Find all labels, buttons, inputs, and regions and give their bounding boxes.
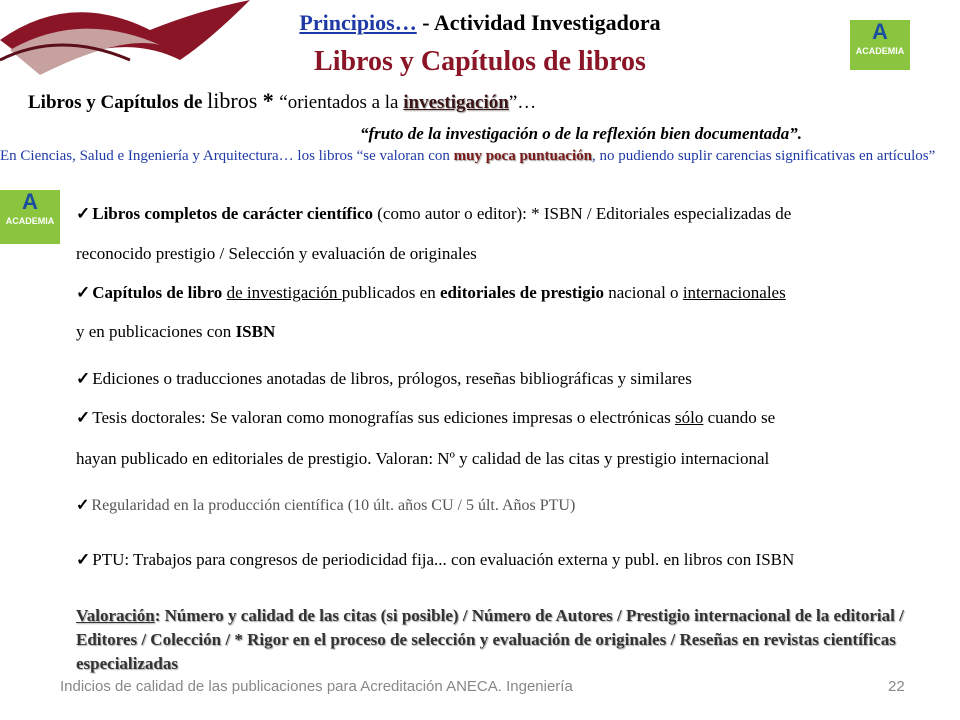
bullet-capitulos [76,283,952,303]
footer-text: Indicios de calidad de las publicaciones para Acreditación ANECA. Ingeniería [60,678,573,695]
bullet-libros-completos [76,204,952,224]
page-title: Libros y Capítulos de libros [314,46,646,77]
checkmark-icon: ✓ [76,369,91,388]
b1-bold: Libros completos de carácter científico [92,204,373,223]
valoracion-text: : Número y calidad de las citas (si posible) / Número de Autores / Prestigio internacional de la editorial / Editores / Colección / * Rigor en el proceso de selección y evaluación de originales / Reseñas en revistas científicas especializadas [76,606,904,673]
b2-mid2: nacional o [603,283,683,302]
academia-logo-side-text: ACADEMIA [5,216,55,226]
bullet-tesis-line2: hayan publicado en editoriales de prestigio. Valoran: Nº y calidad de las citas y prestigio internacional [76,449,770,468]
b2-mid: publicados en [341,283,440,302]
bullet-regularidad [76,496,952,516]
note-part2: , no pudiendo suplir carencias significativas en artículos” [592,148,936,164]
areas-note [0,146,952,166]
checkmark-icon: ✓ [76,550,91,569]
b6-text: PTU: Trabajos para congresos de periodicidad fija... con evaluación externa y publ. en libros con ISBN [92,550,795,569]
intro-part3: “orientados a la [279,92,404,113]
bullet-libros-completos-line2: reconocido prestigio / Selección y evaluación de originales [76,244,477,263]
intro-part1: Libros y Capítulos de [28,92,208,113]
checkmark-icon: ✓ [76,204,91,223]
b4-a: Tesis doctorales: Se valoran como monografías sus ediciones impresas o electrónicas [92,408,676,427]
intro-line [28,88,536,114]
academia-logo-icon: A [872,19,888,44]
header-subtitle: Actividad Investigadora [433,10,661,35]
b5-text: Regularidad en la producción científica (10 últ. años CU / 5 últ. Años PTU) [91,497,576,514]
bullet-ptu [76,550,952,570]
valoracion-label: Valoración [76,606,155,625]
academia-logo [850,20,910,70]
checkmark-icon: ✓ [76,408,91,427]
header-dash: - [416,10,434,35]
page-number: 22 [888,678,905,695]
intro-star: * [257,88,280,113]
b2-underline1: de investigación [226,283,342,302]
b4-underline: sólo [675,408,704,427]
b2-bold2: editoriales de prestigio [439,283,604,302]
bullet-tesis [76,408,952,428]
note-part1: En Ciencias, Salud e Ingeniería y Arquitectura… los libros “se valoran con [0,148,454,164]
academia-logo-side [0,190,60,244]
b1-rest: (como autor o editor): * ISBN / Editoriales especializadas de [373,204,792,223]
b3-text: Ediciones o traducciones anotadas de libros, prólogos, reseñas bibliográficas y similares [92,369,692,388]
principios-link[interactable]: Principios… [299,10,417,35]
valoracion-paragraph [76,604,952,676]
intro-emphasis: investigación [403,92,509,113]
bullet-ediciones [76,369,952,389]
checkmark-icon: ✓ [76,283,91,302]
header-line [0,10,960,36]
checkmark-icon: ✓ [76,497,90,514]
academia-logo-text: ACADEMIA [855,46,905,56]
intro-part2: libros [207,88,258,113]
b2-bold: Capítulos de libro [92,283,223,302]
academia-logo-side-icon: A [22,189,38,214]
b2-line2b: ISBN [235,322,276,341]
b4-b: cuando se [703,408,776,427]
quote-line: “fruto de la investigación o de la reflexión bien documentada”. [360,124,802,143]
note-emphasis: muy poca puntuación [453,148,592,164]
b2-line2a: y en publicaciones con [76,322,236,341]
b2-underline2: internacionales [682,283,786,302]
bullet-capitulos-line2 [76,322,952,342]
intro-part4: ”… [508,92,537,113]
